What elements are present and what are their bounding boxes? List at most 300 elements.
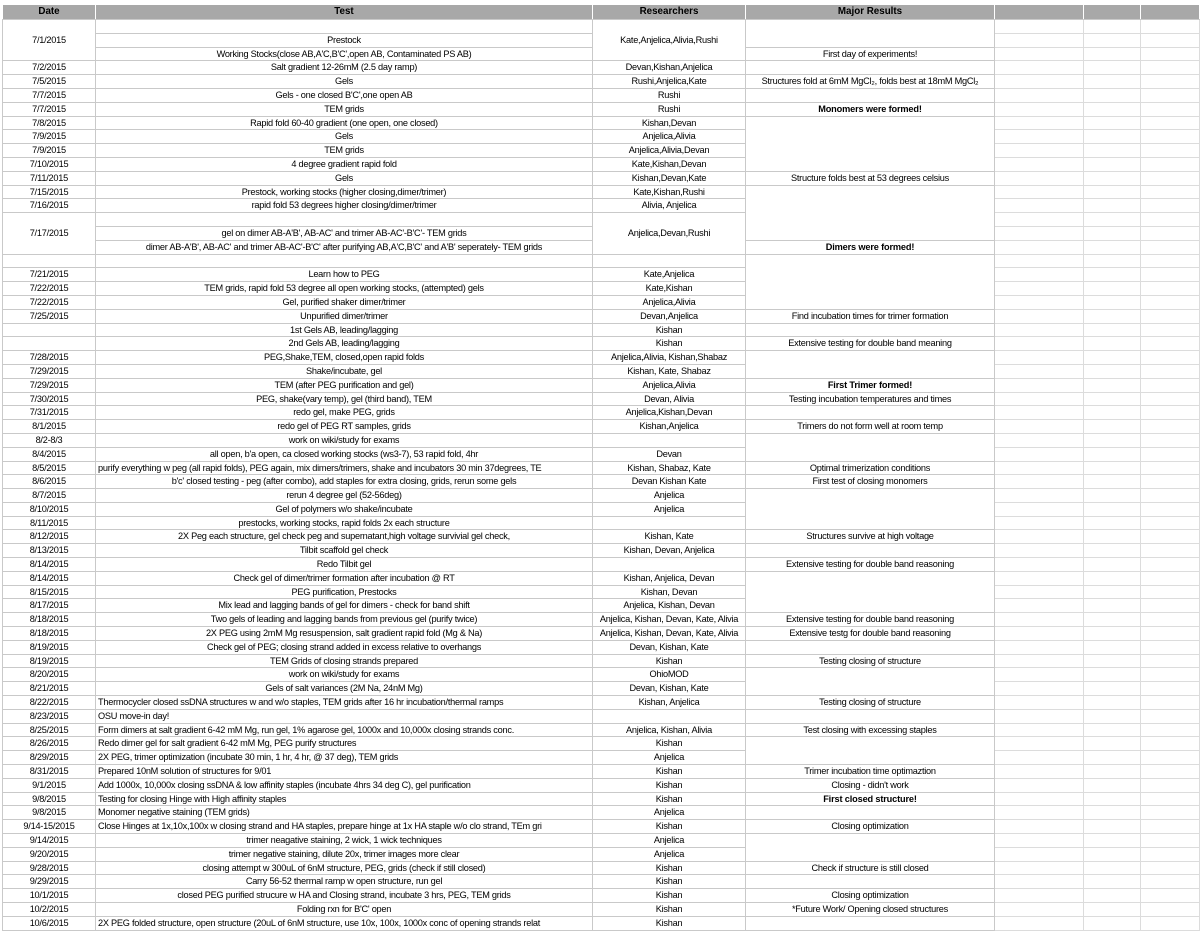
- cell-blank[interactable]: [1084, 792, 1141, 806]
- cell-results[interactable]: Extensive testg for double band reasoning: [746, 627, 995, 641]
- cell-test[interactable]: Rapid fold 60-40 gradient (one open, one closed): [96, 116, 593, 130]
- cell-results[interactable]: [746, 834, 995, 862]
- cell-blank[interactable]: [1141, 61, 1200, 75]
- cell-blank[interactable]: [1141, 364, 1200, 378]
- cell-blank[interactable]: [1141, 806, 1200, 820]
- cell-blank[interactable]: [1084, 903, 1141, 917]
- cell-blank[interactable]: [1084, 599, 1141, 613]
- cell-date[interactable]: [3, 337, 96, 351]
- cell-date[interactable]: 8/23/2015: [3, 709, 96, 723]
- cell-blank[interactable]: [1141, 847, 1200, 861]
- cell-date[interactable]: 9/14/2015: [3, 834, 96, 848]
- cell-researchers[interactable]: Anjelica, Kishan, Devan: [593, 599, 746, 613]
- cell-blank[interactable]: [995, 709, 1084, 723]
- cell-date[interactable]: 8/6/2015: [3, 475, 96, 489]
- cell-researchers[interactable]: [593, 558, 746, 572]
- cell-date[interactable]: 8/31/2015: [3, 765, 96, 779]
- cell-date[interactable]: 10/1/2015: [3, 889, 96, 903]
- cell-blank[interactable]: [1141, 88, 1200, 102]
- cell-blank[interactable]: [1084, 847, 1141, 861]
- cell-test[interactable]: Mix lead and lagging bands of gel for dimers - check for band shift: [96, 599, 593, 613]
- cell-blank[interactable]: [1084, 723, 1141, 737]
- cell-results[interactable]: First day of experiments!: [746, 47, 995, 61]
- cell-date[interactable]: 8/21/2015: [3, 682, 96, 696]
- cell-researchers[interactable]: Kate,Anjelica,Alivia,Rushi: [593, 20, 746, 61]
- cell-results[interactable]: [746, 544, 995, 558]
- cell-blank[interactable]: [1084, 88, 1141, 102]
- cell-researchers[interactable]: Kishan, Devan, Anjelica: [593, 544, 746, 558]
- cell-test[interactable]: 4 degree gradient rapid fold: [96, 157, 593, 171]
- cell-blank[interactable]: [1141, 861, 1200, 875]
- cell-date[interactable]: 7/29/2015: [3, 378, 96, 392]
- cell-blank[interactable]: [995, 61, 1084, 75]
- cell-blank[interactable]: [995, 171, 1084, 185]
- cell-researchers[interactable]: OhioMOD: [593, 668, 746, 682]
- cell-blank[interactable]: [995, 351, 1084, 365]
- cell-researchers[interactable]: Kishan: [593, 916, 746, 930]
- cell-blank[interactable]: [1141, 144, 1200, 158]
- cell-researchers[interactable]: Rushi,Anjelica,Kate: [593, 75, 746, 89]
- cell-blank[interactable]: [1084, 337, 1141, 351]
- cell-test[interactable]: 2nd Gels AB, leading/lagging: [96, 337, 593, 351]
- cell-researchers[interactable]: Kishan: [593, 792, 746, 806]
- cell-blank[interactable]: [995, 364, 1084, 378]
- cell-blank[interactable]: [1141, 916, 1200, 930]
- cell-blank[interactable]: [995, 420, 1084, 434]
- cell-test[interactable]: closing attempt w 300uL of 6nM structure, PEG, grids (check if still closed): [96, 861, 593, 875]
- cell-researchers[interactable]: Kishan, Kate: [593, 530, 746, 544]
- cell-blank[interactable]: [995, 820, 1084, 834]
- cell-test[interactable]: work on wiki/study for exams: [96, 668, 593, 682]
- cell-blank[interactable]: [1084, 199, 1141, 213]
- cell-test[interactable]: Redo dimer gel for salt gradient 6-42 mM Mg, PEG purify structures: [96, 737, 593, 751]
- cell-test[interactable]: Folding rxn for B'C' open: [96, 903, 593, 917]
- cell-blank[interactable]: [995, 737, 1084, 751]
- cell-blank[interactable]: [995, 144, 1084, 158]
- cell-blank[interactable]: [995, 489, 1084, 503]
- cell-researchers[interactable]: Kate,Kishan: [593, 282, 746, 296]
- cell-researchers[interactable]: Anjelica: [593, 847, 746, 861]
- cell-blank[interactable]: [1084, 47, 1141, 61]
- cell-blank[interactable]: [1084, 33, 1141, 47]
- cell-test[interactable]: Prepared 10nM solution of structures for 9/01: [96, 765, 593, 779]
- cell-researchers[interactable]: Kishan, Devan: [593, 585, 746, 599]
- cell-blank[interactable]: [995, 185, 1084, 199]
- cell-test[interactable]: 2X Peg each structure, gel check peg and supernatant,high voltage survivial gel check,: [96, 530, 593, 544]
- cell-blank[interactable]: [1084, 282, 1141, 296]
- cell-results[interactable]: Monomers were formed!: [746, 102, 995, 116]
- cell-test[interactable]: Gels of salt variances (2M Na, 24nM Mg): [96, 682, 593, 696]
- cell-test[interactable]: Add 1000x, 10,000x closing ssDNA & low affinity staples (incubate 4hrs 34 deg C), gel purification: [96, 778, 593, 792]
- cell-date[interactable]: 7/15/2015: [3, 185, 96, 199]
- cell-results[interactable]: Extensive testing for double band reasoning: [746, 613, 995, 627]
- cell-blank[interactable]: [1141, 834, 1200, 848]
- cell-blank[interactable]: [995, 226, 1084, 240]
- cell-researchers[interactable]: Kishan,Devan: [593, 116, 746, 130]
- cell-researchers[interactable]: Anjelica,Kishan,Devan: [593, 406, 746, 420]
- cell-blank[interactable]: [995, 309, 1084, 323]
- cell-date[interactable]: 8/26/2015: [3, 737, 96, 751]
- cell-blank[interactable]: [995, 213, 1084, 227]
- cell-researchers[interactable]: Kishan: [593, 778, 746, 792]
- cell-blank[interactable]: [995, 20, 1084, 34]
- cell-blank[interactable]: [995, 530, 1084, 544]
- cell-blank[interactable]: [1141, 627, 1200, 641]
- cell-date[interactable]: 7/29/2015: [3, 364, 96, 378]
- cell-date[interactable]: 7/7/2015: [3, 102, 96, 116]
- cell-results[interactable]: Structures survive at high voltage: [746, 530, 995, 544]
- cell-blank[interactable]: [995, 33, 1084, 47]
- cell-blank[interactable]: [1084, 392, 1141, 406]
- cell-blank[interactable]: [995, 613, 1084, 627]
- cell-researchers[interactable]: Kishan: [593, 337, 746, 351]
- cell-blank[interactable]: [1084, 502, 1141, 516]
- cell-test[interactable]: 2X PEG folded structure, open structure (20uL of 6nM structure, use 10x, 100x, 1000x conc of opening strands relat: [96, 916, 593, 930]
- cell-test[interactable]: redo gel of PEG RT samples, grids: [96, 420, 593, 434]
- cell-date[interactable]: [3, 254, 96, 268]
- cell-date[interactable]: 8/5/2015: [3, 461, 96, 475]
- cell-blank[interactable]: [1141, 654, 1200, 668]
- cell-blank[interactable]: [1084, 295, 1141, 309]
- cell-date[interactable]: 7/10/2015: [3, 157, 96, 171]
- cell-test[interactable]: OSU move-in day!: [96, 709, 593, 723]
- cell-blank[interactable]: [1084, 157, 1141, 171]
- cell-blank[interactable]: [1141, 502, 1200, 516]
- cell-test[interactable]: redo gel, make PEG, grids: [96, 406, 593, 420]
- cell-test[interactable]: Thermocycler closed ssDNA structures w and w/o staples, TEM grids after 16 hr incubation/thermal ramps: [96, 696, 593, 710]
- cell-blank[interactable]: [1084, 61, 1141, 75]
- cell-blank[interactable]: [1141, 751, 1200, 765]
- cell-researchers[interactable]: Kishan: [593, 875, 746, 889]
- cell-blank[interactable]: [1084, 489, 1141, 503]
- cell-date[interactable]: 7/21/2015: [3, 268, 96, 282]
- cell-test[interactable]: Learn how to PEG: [96, 268, 593, 282]
- cell-blank[interactable]: [995, 502, 1084, 516]
- cell-blank[interactable]: [1141, 599, 1200, 613]
- cell-blank[interactable]: [1084, 516, 1141, 530]
- cell-test[interactable]: purify everything w peg (all rapid folds), PEG again, mix dimers/trimers, shake and incubators 30 min 37degrees, TE: [96, 461, 593, 475]
- cell-date[interactable]: 10/6/2015: [3, 916, 96, 930]
- cell-researchers[interactable]: Kishan, Kate, Shabaz: [593, 364, 746, 378]
- cell-date[interactable]: 8/15/2015: [3, 585, 96, 599]
- cell-test[interactable]: [96, 20, 593, 34]
- cell-date[interactable]: 7/5/2015: [3, 75, 96, 89]
- cell-test[interactable]: Form dimers at salt gradient 6-42 mM Mg, run gel, 1% agarose gel, 1000x and 10,000x closing strands conc.: [96, 723, 593, 737]
- cell-test[interactable]: Gels: [96, 171, 593, 185]
- cell-blank[interactable]: [1084, 268, 1141, 282]
- cell-blank[interactable]: [1084, 640, 1141, 654]
- cell-blank[interactable]: [1084, 696, 1141, 710]
- cell-blank[interactable]: [1084, 213, 1141, 227]
- cell-blank[interactable]: [1141, 558, 1200, 572]
- cell-test[interactable]: rapid fold 53 degrees higher closing/dimer/trimer: [96, 199, 593, 213]
- cell-researchers[interactable]: Devan, Alivia: [593, 392, 746, 406]
- cell-blank[interactable]: [1084, 861, 1141, 875]
- cell-test[interactable]: work on wiki/study for exams: [96, 433, 593, 447]
- cell-researchers[interactable]: Anjelica: [593, 502, 746, 516]
- cell-test[interactable]: PEG,Shake,TEM, closed,open rapid folds: [96, 351, 593, 365]
- cell-blank[interactable]: [1141, 213, 1200, 227]
- cell-date[interactable]: 7/2/2015: [3, 61, 96, 75]
- cell-date[interactable]: 7/16/2015: [3, 199, 96, 213]
- cell-blank[interactable]: [1141, 544, 1200, 558]
- cell-blank[interactable]: [995, 875, 1084, 889]
- cell-test[interactable]: trimer negative staining, dilute 20x, trimer images more clear: [96, 847, 593, 861]
- cell-test[interactable]: Gels - one closed B'C',one open AB: [96, 88, 593, 102]
- cell-blank[interactable]: [1141, 489, 1200, 503]
- cell-blank[interactable]: [1141, 696, 1200, 710]
- cell-blank[interactable]: [995, 751, 1084, 765]
- cell-results[interactable]: [746, 88, 995, 102]
- cell-test[interactable]: PEG, shake(vary temp), gel (third band), TEM: [96, 392, 593, 406]
- cell-blank[interactable]: [1084, 765, 1141, 779]
- cell-blank[interactable]: [1084, 668, 1141, 682]
- cell-blank[interactable]: [995, 75, 1084, 89]
- cell-date[interactable]: 8/4/2015: [3, 447, 96, 461]
- cell-blank[interactable]: [1141, 516, 1200, 530]
- cell-test[interactable]: gel on dimer AB-A'B', AB-AC' and trimer AB-AC'-B'C'- TEM grids: [96, 226, 593, 240]
- cell-blank[interactable]: [995, 544, 1084, 558]
- cell-date[interactable]: 7/28/2015: [3, 351, 96, 365]
- cell-researchers[interactable]: Kishan: [593, 737, 746, 751]
- cell-blank[interactable]: [1141, 75, 1200, 89]
- cell-results[interactable]: [746, 571, 995, 612]
- cell-date[interactable]: 9/8/2015: [3, 806, 96, 820]
- cell-blank[interactable]: [995, 323, 1084, 337]
- cell-researchers[interactable]: Kishan: [593, 903, 746, 917]
- cell-date[interactable]: 8/29/2015: [3, 751, 96, 765]
- cell-researchers[interactable]: Devan, Kishan, Kate: [593, 682, 746, 696]
- cell-blank[interactable]: [995, 337, 1084, 351]
- cell-test[interactable]: TEM grids: [96, 102, 593, 116]
- cell-blank[interactable]: [1084, 558, 1141, 572]
- cell-date[interactable]: 8/1/2015: [3, 420, 96, 434]
- cell-date[interactable]: 8/20/2015: [3, 668, 96, 682]
- cell-blank[interactable]: [1141, 820, 1200, 834]
- cell-date[interactable]: 7/30/2015: [3, 392, 96, 406]
- cell-researchers[interactable]: Kishan,Devan,Kate: [593, 171, 746, 185]
- cell-blank[interactable]: [995, 834, 1084, 848]
- cell-test[interactable]: Shake/incubate, gel: [96, 364, 593, 378]
- cell-blank[interactable]: [1084, 461, 1141, 475]
- cell-blank[interactable]: [1141, 20, 1200, 34]
- cell-blank[interactable]: [1084, 737, 1141, 751]
- cell-results[interactable]: [746, 323, 995, 337]
- cell-date[interactable]: 8/22/2015: [3, 696, 96, 710]
- cell-blank[interactable]: [995, 254, 1084, 268]
- cell-date[interactable]: 7/22/2015: [3, 282, 96, 296]
- cell-results[interactable]: [746, 640, 995, 654]
- cell-blank[interactable]: [1141, 102, 1200, 116]
- cell-blank[interactable]: [995, 627, 1084, 641]
- cell-blank[interactable]: [995, 102, 1084, 116]
- cell-blank[interactable]: [1084, 530, 1141, 544]
- cell-blank[interactable]: [1084, 378, 1141, 392]
- cell-blank[interactable]: [1141, 668, 1200, 682]
- cell-blank[interactable]: [995, 116, 1084, 130]
- cell-researchers[interactable]: Alivia, Anjelica: [593, 199, 746, 213]
- cell-blank[interactable]: [1141, 778, 1200, 792]
- cell-blank[interactable]: [1084, 778, 1141, 792]
- cell-blank[interactable]: [1084, 820, 1141, 834]
- cell-blank[interactable]: [1141, 199, 1200, 213]
- cell-blank[interactable]: [995, 88, 1084, 102]
- cell-blank[interactable]: [995, 558, 1084, 572]
- cell-researchers[interactable]: Kishan: [593, 323, 746, 337]
- cell-researchers[interactable]: Kishan, Anjelica, Devan: [593, 571, 746, 585]
- cell-blank[interactable]: [1084, 240, 1141, 254]
- cell-test[interactable]: rerun 4 degree gel (52-56deg): [96, 489, 593, 503]
- cell-results[interactable]: [746, 406, 995, 420]
- cell-test[interactable]: [96, 254, 593, 268]
- cell-results[interactable]: Closing optimization: [746, 820, 995, 834]
- cell-test[interactable]: dimer AB-A'B', AB-AC' and trimer AB-AC'-B'C' after purifying AB,A'C,B'C' and A'B' seperately- TEM grids: [96, 240, 593, 254]
- cell-blank[interactable]: [1084, 364, 1141, 378]
- cell-results[interactable]: First closed structure!: [746, 792, 995, 806]
- cell-researchers[interactable]: Kishan: [593, 861, 746, 875]
- cell-test[interactable]: Prestock, working stocks (higher closing,dimer/trimer): [96, 185, 593, 199]
- cell-date[interactable]: 7/31/2015: [3, 406, 96, 420]
- cell-date[interactable]: 8/25/2015: [3, 723, 96, 737]
- cell-blank[interactable]: [995, 282, 1084, 296]
- cell-blank[interactable]: [1084, 433, 1141, 447]
- cell-blank[interactable]: [1141, 226, 1200, 240]
- cell-date[interactable]: 8/19/2015: [3, 640, 96, 654]
- cell-blank[interactable]: [995, 571, 1084, 585]
- cell-results[interactable]: Structures fold at 6mM MgCl₂, folds best at 18mM MgCl₂: [746, 75, 995, 89]
- cell-blank[interactable]: [1084, 627, 1141, 641]
- cell-test[interactable]: trimer neagative staining, 2 wick, 1 wick techniques: [96, 834, 593, 848]
- cell-date[interactable]: 8/13/2015: [3, 544, 96, 558]
- cell-test[interactable]: Check gel of PEG; closing strand added in excess relative to overhangs: [96, 640, 593, 654]
- cell-blank[interactable]: [995, 668, 1084, 682]
- cell-blank[interactable]: [1141, 130, 1200, 144]
- cell-researchers[interactable]: Kishan: [593, 820, 746, 834]
- cell-test[interactable]: b'c' closed testing - peg (after combo), add staples for extra closing, grids, rerun some gels: [96, 475, 593, 489]
- cell-blank[interactable]: [1141, 709, 1200, 723]
- cell-test[interactable]: Gel of polymers w/o shake/incubate: [96, 502, 593, 516]
- cell-results[interactable]: First test of closing monomers: [746, 475, 995, 489]
- cell-results[interactable]: [746, 709, 995, 723]
- cell-results[interactable]: Check if structure is still closed: [746, 861, 995, 875]
- cell-results[interactable]: First Trimer formed!: [746, 378, 995, 392]
- cell-researchers[interactable]: Anjelica: [593, 751, 746, 765]
- cell-test[interactable]: prestocks, working stocks, rapid folds 2x each structure: [96, 516, 593, 530]
- cell-test[interactable]: Close Hinges at 1x,10x,100x w closing strand and HA staples, prepare hinge at 1x HA staple w/o clo strand, TEm gri: [96, 820, 593, 834]
- cell-researchers[interactable]: Kishan: [593, 889, 746, 903]
- cell-blank[interactable]: [1084, 226, 1141, 240]
- cell-researchers[interactable]: Anjelica,Alivia, Kishan,Shabaz: [593, 351, 746, 365]
- cell-date[interactable]: 9/29/2015: [3, 875, 96, 889]
- cell-blank[interactable]: [995, 268, 1084, 282]
- cell-blank[interactable]: [995, 475, 1084, 489]
- cell-blank[interactable]: [1141, 157, 1200, 171]
- cell-blank[interactable]: [1084, 571, 1141, 585]
- cell-blank[interactable]: [1084, 585, 1141, 599]
- cell-blank[interactable]: [1141, 116, 1200, 130]
- cell-researchers[interactable]: Kishan, Anjelica: [593, 696, 746, 710]
- cell-blank[interactable]: [1141, 171, 1200, 185]
- cell-blank[interactable]: [995, 696, 1084, 710]
- cell-date[interactable]: 8/2-8/3: [3, 433, 96, 447]
- cell-results[interactable]: Extensive testing for double band reasoning: [746, 558, 995, 572]
- cell-results[interactable]: [746, 916, 995, 930]
- cell-test[interactable]: Gel, purified shaker dimer/trimer: [96, 295, 593, 309]
- cell-researchers[interactable]: Anjelica: [593, 489, 746, 503]
- cell-results[interactable]: [746, 185, 995, 240]
- cell-date[interactable]: 7/22/2015: [3, 295, 96, 309]
- cell-blank[interactable]: [995, 392, 1084, 406]
- cell-blank[interactable]: [1084, 351, 1141, 365]
- cell-date[interactable]: 9/1/2015: [3, 778, 96, 792]
- cell-results[interactable]: Closing - didn't work: [746, 778, 995, 792]
- cell-date[interactable]: 7/25/2015: [3, 309, 96, 323]
- cell-blank[interactable]: [995, 889, 1084, 903]
- cell-blank[interactable]: [1141, 461, 1200, 475]
- cell-blank[interactable]: [995, 47, 1084, 61]
- cell-blank[interactable]: [1141, 420, 1200, 434]
- cell-results[interactable]: [746, 61, 995, 75]
- cell-blank[interactable]: [1141, 433, 1200, 447]
- cell-blank[interactable]: [995, 654, 1084, 668]
- cell-date[interactable]: 7/8/2015: [3, 116, 96, 130]
- cell-results[interactable]: [746, 489, 995, 530]
- cell-blank[interactable]: [1084, 875, 1141, 889]
- column-header-blank[interactable]: [1084, 5, 1141, 20]
- cell-blank[interactable]: [1084, 254, 1141, 268]
- cell-date[interactable]: 7/9/2015: [3, 144, 96, 158]
- cell-researchers[interactable]: Kishan,Anjelica: [593, 420, 746, 434]
- cell-blank[interactable]: [1141, 613, 1200, 627]
- cell-blank[interactable]: [995, 723, 1084, 737]
- cell-blank[interactable]: [1141, 33, 1200, 47]
- cell-blank[interactable]: [995, 447, 1084, 461]
- cell-blank[interactable]: [1141, 765, 1200, 779]
- cell-blank[interactable]: [995, 585, 1084, 599]
- cell-results[interactable]: Structure folds best at 53 degrees celsius: [746, 171, 995, 185]
- cell-blank[interactable]: [1084, 709, 1141, 723]
- cell-results[interactable]: Dimers were formed!: [746, 240, 995, 254]
- cell-blank[interactable]: [995, 199, 1084, 213]
- cell-researchers[interactable]: Anjelica,Alivia: [593, 295, 746, 309]
- cell-blank[interactable]: [1084, 323, 1141, 337]
- cell-test[interactable]: closed PEG purified strucure w HA and Closing strand, incubate 3 hrs, PEG, TEM grids: [96, 889, 593, 903]
- cell-test[interactable]: Prestock: [96, 33, 593, 47]
- cell-test[interactable]: 2X PEG, trimer optimization (incubate 30 min, 1 hr, 4 hr, @ 37 deg), TEM grids: [96, 751, 593, 765]
- cell-blank[interactable]: [995, 765, 1084, 779]
- cell-researchers[interactable]: Rushi: [593, 102, 746, 116]
- cell-results[interactable]: [746, 20, 995, 48]
- cell-blank[interactable]: [995, 516, 1084, 530]
- cell-blank[interactable]: [995, 778, 1084, 792]
- cell-blank[interactable]: [1084, 420, 1141, 434]
- cell-results[interactable]: Trimer incubation time optimaztion: [746, 765, 995, 779]
- column-header-blank[interactable]: [1141, 5, 1200, 20]
- cell-blank[interactable]: [1141, 530, 1200, 544]
- cell-date[interactable]: 7/11/2015: [3, 171, 96, 185]
- cell-blank[interactable]: [1141, 254, 1200, 268]
- cell-test[interactable]: all open, b'a open, ca closed working stocks (ws3-7), 53 rapid fold, 4hr: [96, 447, 593, 461]
- cell-researchers[interactable]: Devan Kishan Kate: [593, 475, 746, 489]
- cell-blank[interactable]: [1084, 75, 1141, 89]
- cell-researchers[interactable]: Rushi: [593, 88, 746, 102]
- cell-results[interactable]: Testing incubation temperatures and times: [746, 392, 995, 406]
- cell-blank[interactable]: [1084, 116, 1141, 130]
- cell-blank[interactable]: [1141, 406, 1200, 420]
- cell-date[interactable]: [3, 323, 96, 337]
- cell-date[interactable]: 8/14/2015: [3, 571, 96, 585]
- cell-blank[interactable]: [995, 157, 1084, 171]
